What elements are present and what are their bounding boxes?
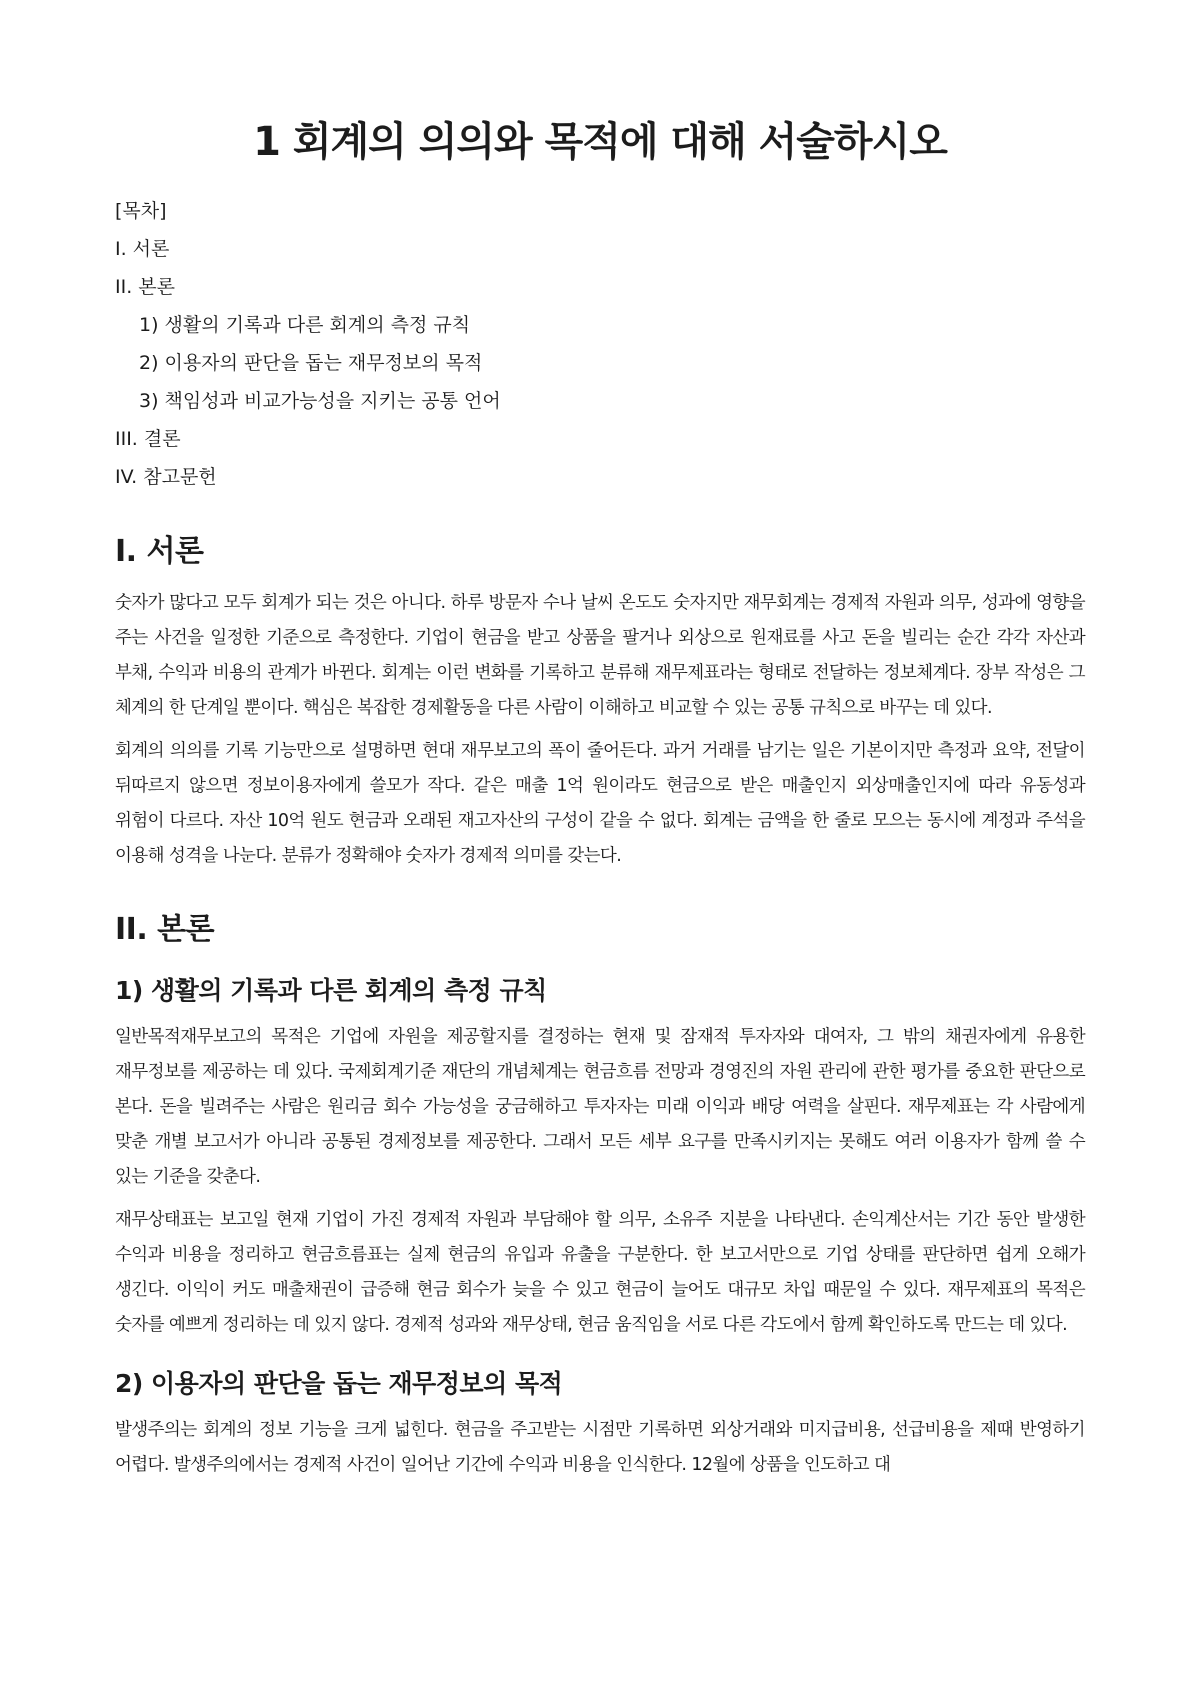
paragraph: 일반목적재무보고의 목적은 기업에 자원을 제공할지를 결정하는 현재 및 잠재적 투자자와 대여자, 그 밖의 채권자에게 유용한 재무정보를 제공하는 데 있다. 국제회계기준 재단의 개념체계는 현금흐름 전망과 경영진의 자원 관리에 관한 평가를 중요한 판단으로 본다. 돈을 빌려주는 사람은 원리금 회수 가능성을 궁금해하고 투자자는 미래 이익과 배당 여력을 살핀다. 재무제표는 각 사람에게 맞춘 개별 보고서가 아니라 공통된 경제정보를 제공한다. 그래서 모든 세부 요구를 만족시키지는 못해도 여러 이용자가 함께 쓸 수 있는 기준을 갖춘다.	[115, 1027, 1085, 1187]
section-body	[115, 910, 1085, 1483]
section-heading: I. 서론	[115, 534, 204, 569]
toc-item: I. 서론	[115, 238, 170, 260]
paragraph: 재무상태표는 보고일 현재 기업이 가진 경제적 자원과 부담해야 할 의무, 소유주 지분을 나타낸다. 손익계산서는 기간 동안 발생한 수익과 비용을 정리하고 현금흐름표는 실제 현금의 유입과 유출을 구분한다. 한 보고서만으로 기업 상태를 판단하면 쉽게 오해가 생긴다. 이익이 커도 매출채권이 급증해 현금 회수가 늦을 수 있고 현금이 늘어도 대규모 차입 때문일 수 있다. 재무제표의 목적은 숫자를 예쁘게 정리하는 데 있지 않다. 경제적 성과와 재무상태, 현금 움직임을 서로 다른 각도에서 함께 확인하도록 만드는 데 있다.	[115, 1210, 1085, 1335]
paragraph: 발생주의는 회계의 정보 기능을 크게 넓힌다. 현금을 주고받는 시점만 기록하면 외상거래와 미지급비용, 선급비용을 제때 반영하기 어렵다. 발생주의에서는 경제적 사건이 일어난 기간에 수익과 비용을 인식한다. 12월에 상품을 인도하고 대	[115, 1420, 1085, 1475]
section-heading: II. 본론	[115, 912, 215, 947]
toc-item: III. 결론	[115, 428, 181, 450]
toc-item: II. 본론	[115, 276, 175, 298]
paragraph: 회계의 의의를 기록 기능만으로 설명하면 현대 재무보고의 폭이 줄어든다. 과거 거래를 남기는 일은 기본이지만 측정과 요약, 전달이 뒤따르지 않으면 정보이용자에게 쓸모가 작다. 같은 매출 1억 원이라도 현금으로 받은 매출인지 외상매출인지에 따라 유동성과 위험이 다르다. 자산 10억 원도 현금과 오래된 재고자산의 구성이 같을 수 없다. 회계는 금액을 한 줄로 모으는 동시에 계정과 주석을 이용해 성격을 나눈다. 분류가 정확해야 숫자가 경제적 의미를 갖는다.	[115, 741, 1085, 866]
toc-heading: [목차]	[115, 200, 167, 222]
toc-subitem: 3) 책임성과 비교가능성을 지키는 공통 언어	[139, 390, 501, 412]
subsection-heading: 1) 생활의 기록과 다른 회계의 측정 규칙	[115, 976, 547, 1005]
subsection-measurement-rules	[115, 974, 1085, 1343]
subsection-heading: 2) 이용자의 판단을 돕는 재무정보의 목적	[115, 1369, 563, 1398]
document-title: 1 회계의 의의와 목적에 대해 서술하시오	[253, 119, 947, 165]
toc-subitem: 1) 생활의 기록과 다른 회계의 측정 규칙	[139, 314, 471, 336]
paragraph: 숫자가 많다고 모두 회계가 되는 것은 아니다. 하루 방문자 수나 날씨 온도도 숫자지만 재무회계는 경제적 자원과 의무, 성과에 영향을 주는 사건을 일정한 기준으로 측정한다. 기업이 현금을 받고 상품을 팔거나 외상으로 원재료를 사고 돈을 빌리는 순간 각각 자산과 부채, 수익과 비용의 관계가 바뀐다. 회계는 이런 변화를 기록하고 분류해 재무제표라는 형태로 전달하는 정보체계다. 장부 작성은 그 체계의 한 단계일 뿐이다. 핵심은 복잡한 경제활동을 다른 사람이 이해하고 비교할 수 있는 공통 규칙으로 바꾸는 데 있다.	[115, 593, 1085, 718]
section-introduction	[115, 532, 1085, 874]
subsection-user-judgment	[115, 1367, 1085, 1483]
table-of-contents	[115, 192, 1085, 496]
toc-subitem: 2) 이용자의 판단을 돕는 재무정보의 목적	[139, 352, 483, 374]
toc-item: IV. 참고문헌	[115, 466, 217, 488]
